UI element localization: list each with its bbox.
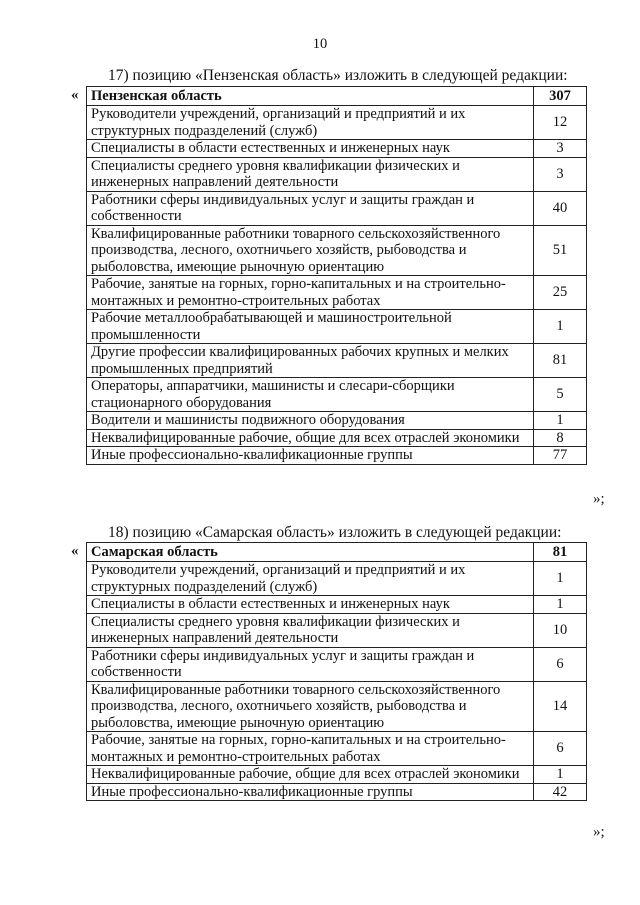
row-label: Иные профессионально-квалификационные группы (87, 783, 534, 801)
section-intro: 18) позицию «Самарская область» изложить в следующей редакции: (108, 524, 562, 541)
row-value: 42 (534, 783, 587, 801)
row-label: Рабочие, занятые на горных, горно-капитальных и на строительно-монтажных и ремонтно-строительных работах (87, 276, 534, 310)
table-row (87, 157, 587, 191)
section-intro: 17) позицию «Пензенская область» изложить в следующей редакции: (108, 67, 568, 84)
closing-quote: »; (593, 824, 605, 840)
row-value: 5 (534, 378, 587, 412)
table-row (87, 412, 587, 430)
row-label: Иные профессионально-квалификационные группы (87, 447, 534, 465)
row-value: 1 (534, 766, 587, 784)
table-row (87, 447, 587, 465)
page-number: 10 (312, 36, 328, 52)
row-label: Рабочие металлообрабатывающей и машиностроительной промышленности (87, 310, 534, 344)
table-row (87, 681, 587, 732)
row-label: Специалисты среднего уровня квалификации физических и инженерных направлений деятельности (87, 613, 534, 647)
region-total: 81 (534, 543, 587, 562)
opening-quote: « (71, 87, 79, 103)
row-label: Рабочие, занятые на горных, горно-капитальных и на строительно-монтажных и ремонтно-строительных работах (87, 732, 534, 766)
row-label: Работники сферы индивидуальных услуг и защиты граждан и собственности (87, 647, 534, 681)
row-value: 12 (534, 106, 587, 140)
row-label: Работники сферы индивидуальных услуг и защиты граждан и собственности (87, 191, 534, 225)
row-label: Руководители учреждений, организаций и предприятий и их структурных подразделений (служб) (87, 562, 534, 596)
row-label: Водители и машинисты подвижного оборудования (87, 412, 534, 430)
row-label: Руководители учреждений, организаций и предприятий и их структурных подразделений (служб) (87, 106, 534, 140)
table-row (87, 647, 587, 681)
row-value: 1 (534, 412, 587, 430)
region-name: Пензенская область (87, 87, 534, 106)
row-label: Неквалифицированные рабочие, общие для всех отраслей экономики (87, 766, 534, 784)
table-row (87, 732, 587, 766)
row-value: 6 (534, 732, 587, 766)
row-value: 77 (534, 447, 587, 465)
table-row (87, 783, 587, 801)
row-value: 1 (534, 310, 587, 344)
table-header-row (87, 87, 587, 106)
table-row (87, 344, 587, 378)
row-label: Неквалифицированные рабочие, общие для всех отраслей экономики (87, 429, 534, 447)
table-row (87, 429, 587, 447)
closing-quote: »; (593, 491, 605, 507)
row-value: 3 (534, 140, 587, 158)
table-row (87, 613, 587, 647)
row-label: Специалисты среднего уровня квалификации физических и инженерных направлений деятельности (87, 157, 534, 191)
row-value: 40 (534, 191, 587, 225)
row-value: 3 (534, 157, 587, 191)
row-label: Специалисты в области естественных и инженерных наук (87, 596, 534, 614)
table-row (87, 562, 587, 596)
table-header-row (87, 543, 587, 562)
row-label: Специалисты в области естественных и инженерных наук (87, 140, 534, 158)
region-name: Самарская область (87, 543, 534, 562)
row-value: 81 (534, 344, 587, 378)
row-value: 1 (534, 562, 587, 596)
row-value: 10 (534, 613, 587, 647)
table-row (87, 225, 587, 276)
row-value: 25 (534, 276, 587, 310)
row-value: 8 (534, 429, 587, 447)
table-row (87, 191, 587, 225)
table-row (87, 276, 587, 310)
table-row (87, 310, 587, 344)
table-row (87, 378, 587, 412)
table-row (87, 766, 587, 784)
table-row (87, 596, 587, 614)
table-row (87, 140, 587, 158)
region-total: 307 (534, 87, 587, 106)
row-label: Квалифицированные работники товарного сельскохозяйственного производства, лесного, охотничьего хозяйств, рыбоводства и рыболовства, имеющие рыночную ориентацию (87, 225, 534, 276)
region-table-penza (86, 86, 587, 465)
row-label: Другие профессии квалифицированных рабочих крупных и мелких промышленных предприятий (87, 344, 534, 378)
row-label: Операторы, аппаратчики, машинисты и слесари-сборщики стационарного оборудования (87, 378, 534, 412)
row-value: 6 (534, 647, 587, 681)
row-label: Квалифицированные работники товарного сельскохозяйственного производства, лесного, охотничьего хозяйств, рыбоводства и рыболовства, имеющие рыночную ориентацию (87, 681, 534, 732)
row-value: 14 (534, 681, 587, 732)
row-value: 1 (534, 596, 587, 614)
row-value: 51 (534, 225, 587, 276)
region-table-samara (86, 542, 587, 801)
table-row (87, 106, 587, 140)
opening-quote: « (71, 543, 79, 559)
